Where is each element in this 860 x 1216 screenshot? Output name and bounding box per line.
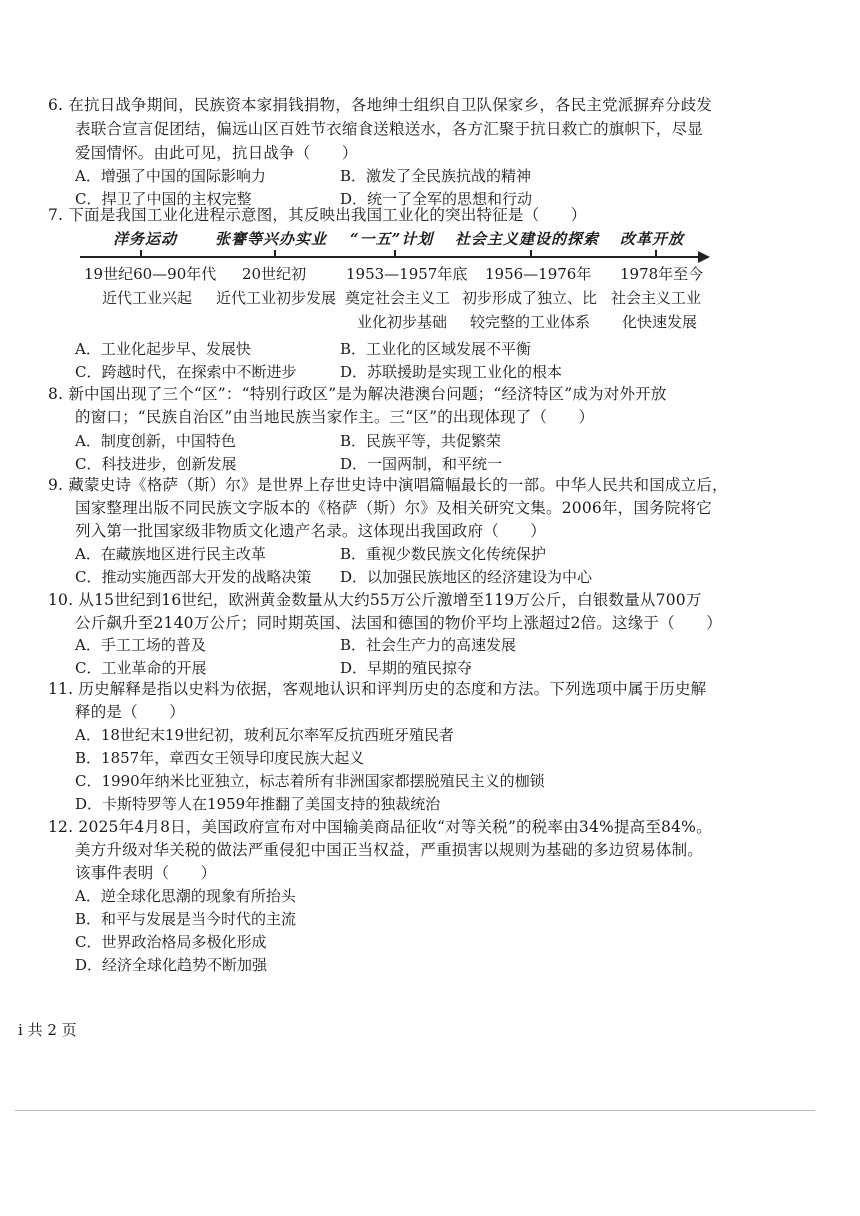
- q9-stem-line1: 9. 藏蒙史诗《格萨（斯）尔》是世界上存世史诗中演唱篇幅最长的一部。中华人民共和国成立后，: [48, 476, 728, 494]
- timeline-desc: 近代工业初步发展: [216, 289, 337, 307]
- timeline-tick: [530, 250, 532, 258]
- q10-option-d: D．早期的殖民掠夺: [340, 659, 473, 677]
- q12-stem-line1: 12. 2025年4月8日，美国政府宣布对中国输美商品征收“对等关税”的税率由34%提高至84%。: [48, 818, 712, 836]
- q8-stem-line1: 8. 新中国出现了三个“区”：“特别行政区”是为解决港澳台问题；“经济特区”成为对外开放: [48, 385, 667, 403]
- timeline-axis: [80, 256, 700, 258]
- timeline-date: 19世纪60—90年代: [84, 265, 217, 283]
- timeline-event: 张謇等兴办实业: [215, 230, 328, 248]
- q12-option-d: D．经济全球化趋势不断加强: [75, 956, 268, 974]
- timeline-desc: 奠定社会主义工: [345, 289, 451, 307]
- q10-stem-line1: 10. 从15世纪到16世纪，欧洲黄金数量从大约55万公斤激增至119万公斤，白银数量从700万: [48, 591, 702, 609]
- timeline-desc: 化快速发展: [622, 313, 698, 331]
- q7-option-b: B．工业化的区域发展不平衡: [340, 340, 532, 358]
- timeline-event: 改革开放: [620, 230, 685, 248]
- q6-option-a: A．增强了中国的国际影响力: [75, 167, 266, 185]
- q7-option-a: A．工业化起步早、发展快: [75, 340, 251, 358]
- page-footer: i 共 2 页: [18, 1021, 77, 1039]
- q6-option-d: D．统一了全军的思想和行动: [340, 190, 533, 208]
- q6-stem-line2: 表联合宣言促团结，偏远山区百姓节衣缩食送粮送水，各方汇聚于抗日救亡的旗帜下，尽显: [75, 120, 704, 138]
- q9-option-b: B．重视少数民族文化传统保护: [340, 545, 547, 563]
- q6-option-b: B．激发了全民族抗战的精神: [340, 167, 532, 185]
- q9-stem-line2: 国家整理出版不同民族文字版本的《格萨（斯）尔》及相关研究文集。2006年，国务院将它: [75, 499, 712, 517]
- q6-stem-line1: 6. 在抗日战争期间，民族资本家捐钱捐物，各地绅士组织自卫队保家乡，各民主党派摒弃分歧发: [48, 96, 713, 114]
- q11-option-a: A．18世纪末19世纪初，玻利瓦尔率军反抗西班牙殖民者: [75, 726, 455, 744]
- timeline-date: 1956—1976年: [485, 265, 592, 283]
- timeline-desc: 业化初步基础: [357, 313, 448, 331]
- q9-option-c: C．推动实施西部大开发的战略决策: [75, 568, 312, 586]
- timeline-tick: [655, 250, 657, 258]
- timeline-event: “一五”计划: [350, 230, 434, 248]
- q6-stem-line3: 爱国情怀。由此可见，抗日战争（ ）: [75, 144, 358, 162]
- q12-option-a: A．逆全球化思潮的现象有所抬头: [75, 887, 296, 905]
- q9-option-d: D．以加强民族地区的经济建设为中心: [340, 568, 593, 586]
- timeline-event: 社会主义建设的探索: [455, 230, 600, 248]
- timeline-date: 20世纪初: [242, 265, 307, 283]
- q10-stem-line2: 公斤飙升至2140万公斤；同时期英国、法国和德国的物价平均上涨超过2倍。这缘于（ ）: [75, 614, 722, 632]
- q8-option-d: D．一国两制，和平统一: [340, 455, 503, 473]
- timeline-date: 1978年至今: [620, 265, 704, 283]
- q10-option-a: A．手工工场的普及: [75, 636, 206, 654]
- q7-option-d: D．苏联援助是实现工业化的根本: [340, 363, 563, 381]
- q6-option-c: C．捍卫了中国的主权完整: [75, 190, 252, 208]
- timeline-date: 1953—1957年底: [346, 265, 468, 283]
- q11-stem-line2: 释的是（ ）: [75, 703, 185, 721]
- page-bottom-rule: [15, 1110, 815, 1111]
- timeline-desc: 初步形成了独立、比: [462, 289, 598, 307]
- q7-option-c: C．跨越时代，在探索中不断进步: [75, 363, 297, 381]
- q7-stem: 7. 下面是我国工业化进程示意图，其反映出我国工业化的突出特征是（ ）: [48, 206, 587, 224]
- q9-stem-line3: 列入第一批国家级非物质文化遗产名录。这体现出我国政府（ ）: [75, 522, 547, 540]
- q11-option-c: C．1990年纳米比亚独立，标志着所有非洲国家都摆脱殖民主义的枷锁: [75, 772, 545, 790]
- q10-option-b: B．社会生产力的高速发展: [340, 636, 517, 654]
- q11-stem-line1: 11. 历史解释是指以史料为依据，客观地认识和评判历史的态度和方法。下列选项中属于历史解: [48, 680, 707, 698]
- timeline-tick: [274, 250, 276, 258]
- q8-stem-line2: 的窗口；“民族自治区”由当地民族当家作主。三“区”的出现体现了（ ）: [75, 408, 595, 426]
- q12-option-c: C．世界政治格局多极化形成: [75, 933, 267, 951]
- timeline-desc: 较完整的工业体系: [470, 313, 591, 331]
- q12-stem-line2: 美方升级对华关税的做法严重侵犯中国正当权益，严重损害以规则为基础的多边贸易体制。: [75, 841, 704, 859]
- timeline-event: 洋务运动: [113, 230, 178, 248]
- q10-option-c: C．工业革命的开展: [75, 659, 207, 677]
- timeline-tick: [140, 250, 142, 258]
- q11-option-d: D．卡斯特罗等人在1959年推翻了美国支持的独裁统治: [75, 795, 441, 813]
- q9-option-a: A．在藏族地区进行民主改革: [75, 545, 266, 563]
- q12-stem-line3: 该事件表明（ ）: [75, 864, 217, 882]
- timeline-tick: [394, 250, 396, 258]
- timeline-desc: 近代工业兴起: [102, 289, 193, 307]
- q11-option-b: B．1857年，章西女王领导印度民族大起义: [75, 749, 365, 767]
- q8-option-b: B．民族平等，共促繁荣: [340, 432, 502, 450]
- q8-option-a: A．制度创新，中国特色: [75, 432, 236, 450]
- q8-option-c: C．科技进步，创新发展: [75, 455, 237, 473]
- timeline-arrow-icon: [698, 251, 710, 263]
- q12-option-b: B．和平与发展是当今时代的主流: [75, 910, 297, 928]
- timeline-desc: 社会主义工业: [611, 289, 702, 307]
